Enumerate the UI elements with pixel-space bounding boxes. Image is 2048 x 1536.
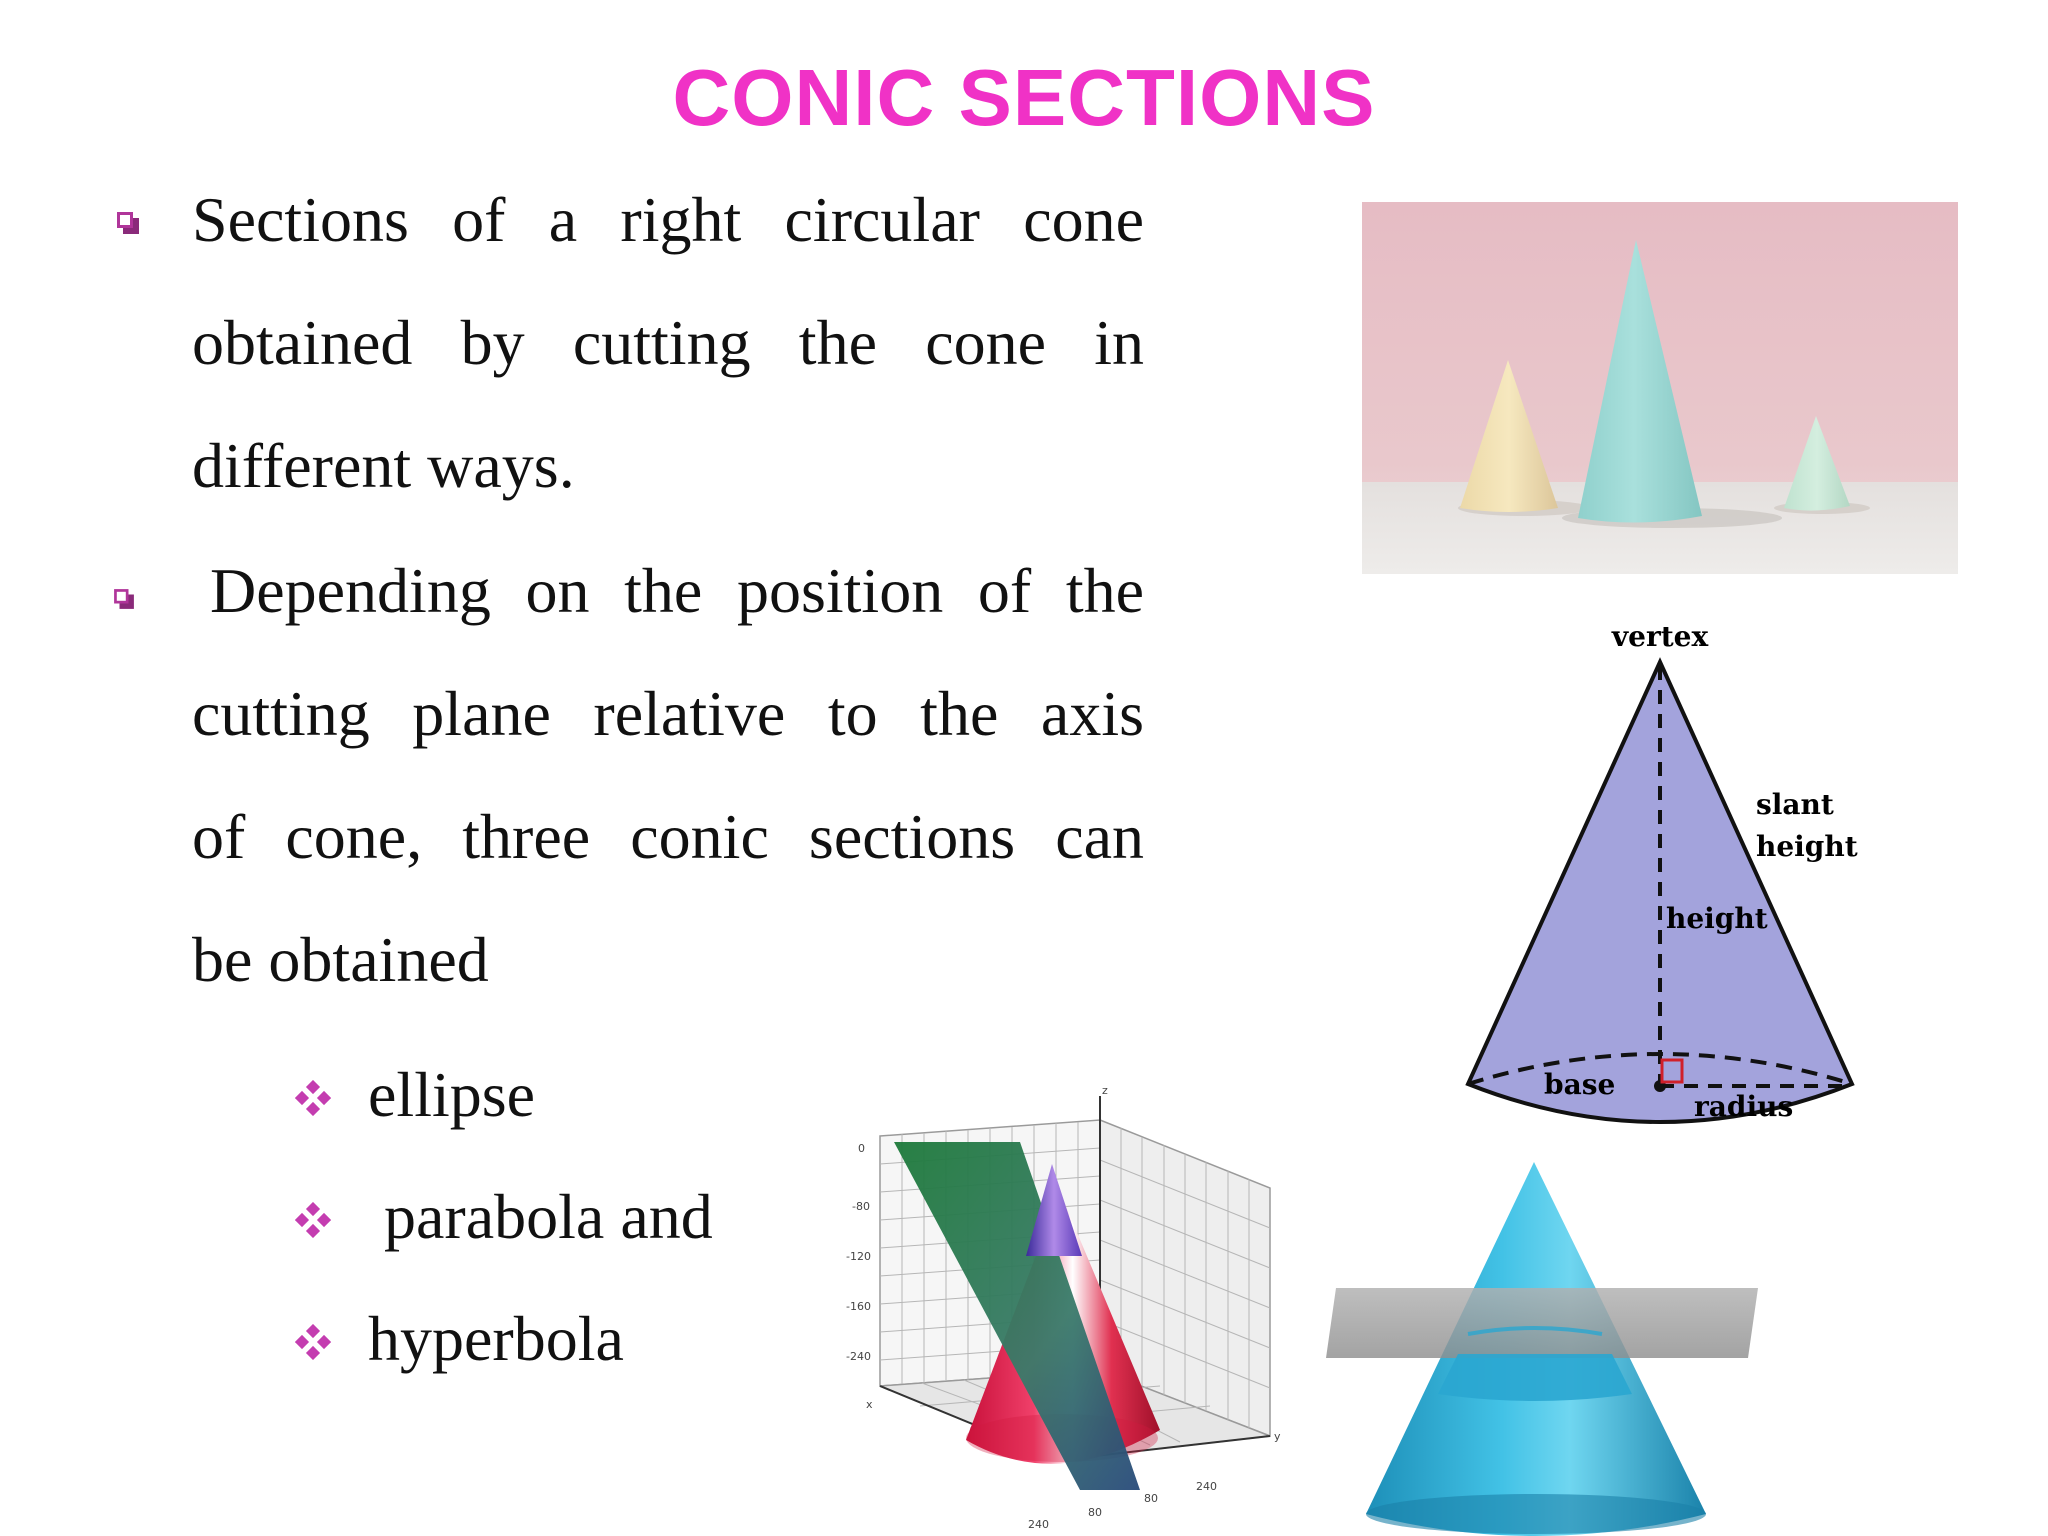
tick-label: -160: [846, 1300, 871, 1313]
sub-bullet-parabola: parabola and: [384, 1181, 713, 1252]
vertex-label: vertex: [1611, 620, 1709, 653]
bullet-2-line-2: cutting plane relative to the axis: [192, 678, 1144, 749]
tick-label: 240: [1028, 1518, 1049, 1531]
z-axis-label: z: [1102, 1084, 1108, 1097]
tick-label: -80: [852, 1200, 870, 1213]
slant-height-label: height: [1756, 830, 1858, 863]
diamond-bullet-icon: [295, 1324, 331, 1360]
tick-label: 80: [1088, 1506, 1102, 1519]
slide-title: CONIC SECTIONS: [672, 53, 1376, 142]
y-axis-label: y: [1274, 1430, 1281, 1443]
tick-label: 80: [1144, 1492, 1158, 1505]
cone-horizontal-cut-image: [1322, 1158, 1772, 1536]
x-axis-label: x: [866, 1398, 873, 1411]
diamond-bullet-icon: [295, 1202, 331, 1238]
tick-label: -240: [846, 1350, 871, 1363]
bullet-2-line-4: be obtained: [192, 924, 489, 995]
square-bullet-icon: [117, 212, 139, 234]
cone-anatomy-diagram: [1460, 620, 1880, 1140]
bullet-1-line-1: Sections of a right circular cone: [192, 184, 1144, 255]
square-bullet-icon: [114, 589, 134, 609]
tick-label: 0: [858, 1142, 865, 1155]
tick-label: 240: [1196, 1480, 1217, 1493]
height-label: height: [1666, 902, 1768, 935]
three-cones-photo: [1362, 202, 1958, 574]
bullet-2-line-1: Depending on the position of the: [210, 555, 1144, 626]
bullet-1-line-3: different ways.: [192, 430, 575, 501]
sub-bullet-hyperbola: hyperbola: [368, 1303, 624, 1374]
base-label: base: [1544, 1068, 1616, 1101]
bullet-2-line-3: of cone, three conic sections can: [192, 801, 1144, 872]
sub-bullet-ellipse: ellipse: [368, 1059, 536, 1130]
diamond-bullet-icon: [295, 1080, 331, 1116]
radius-label: radius: [1694, 1090, 1794, 1123]
bullet-1-line-2: obtained by cutting the cone in: [192, 307, 1144, 378]
slant-label: slant: [1756, 788, 1834, 821]
bullet-paragraph-2: [192, 529, 1144, 1021]
cone-plane-3d-plot: [830, 1080, 1290, 1536]
tick-label: -120: [846, 1250, 871, 1263]
bullet-paragraph-1: [192, 158, 1144, 527]
